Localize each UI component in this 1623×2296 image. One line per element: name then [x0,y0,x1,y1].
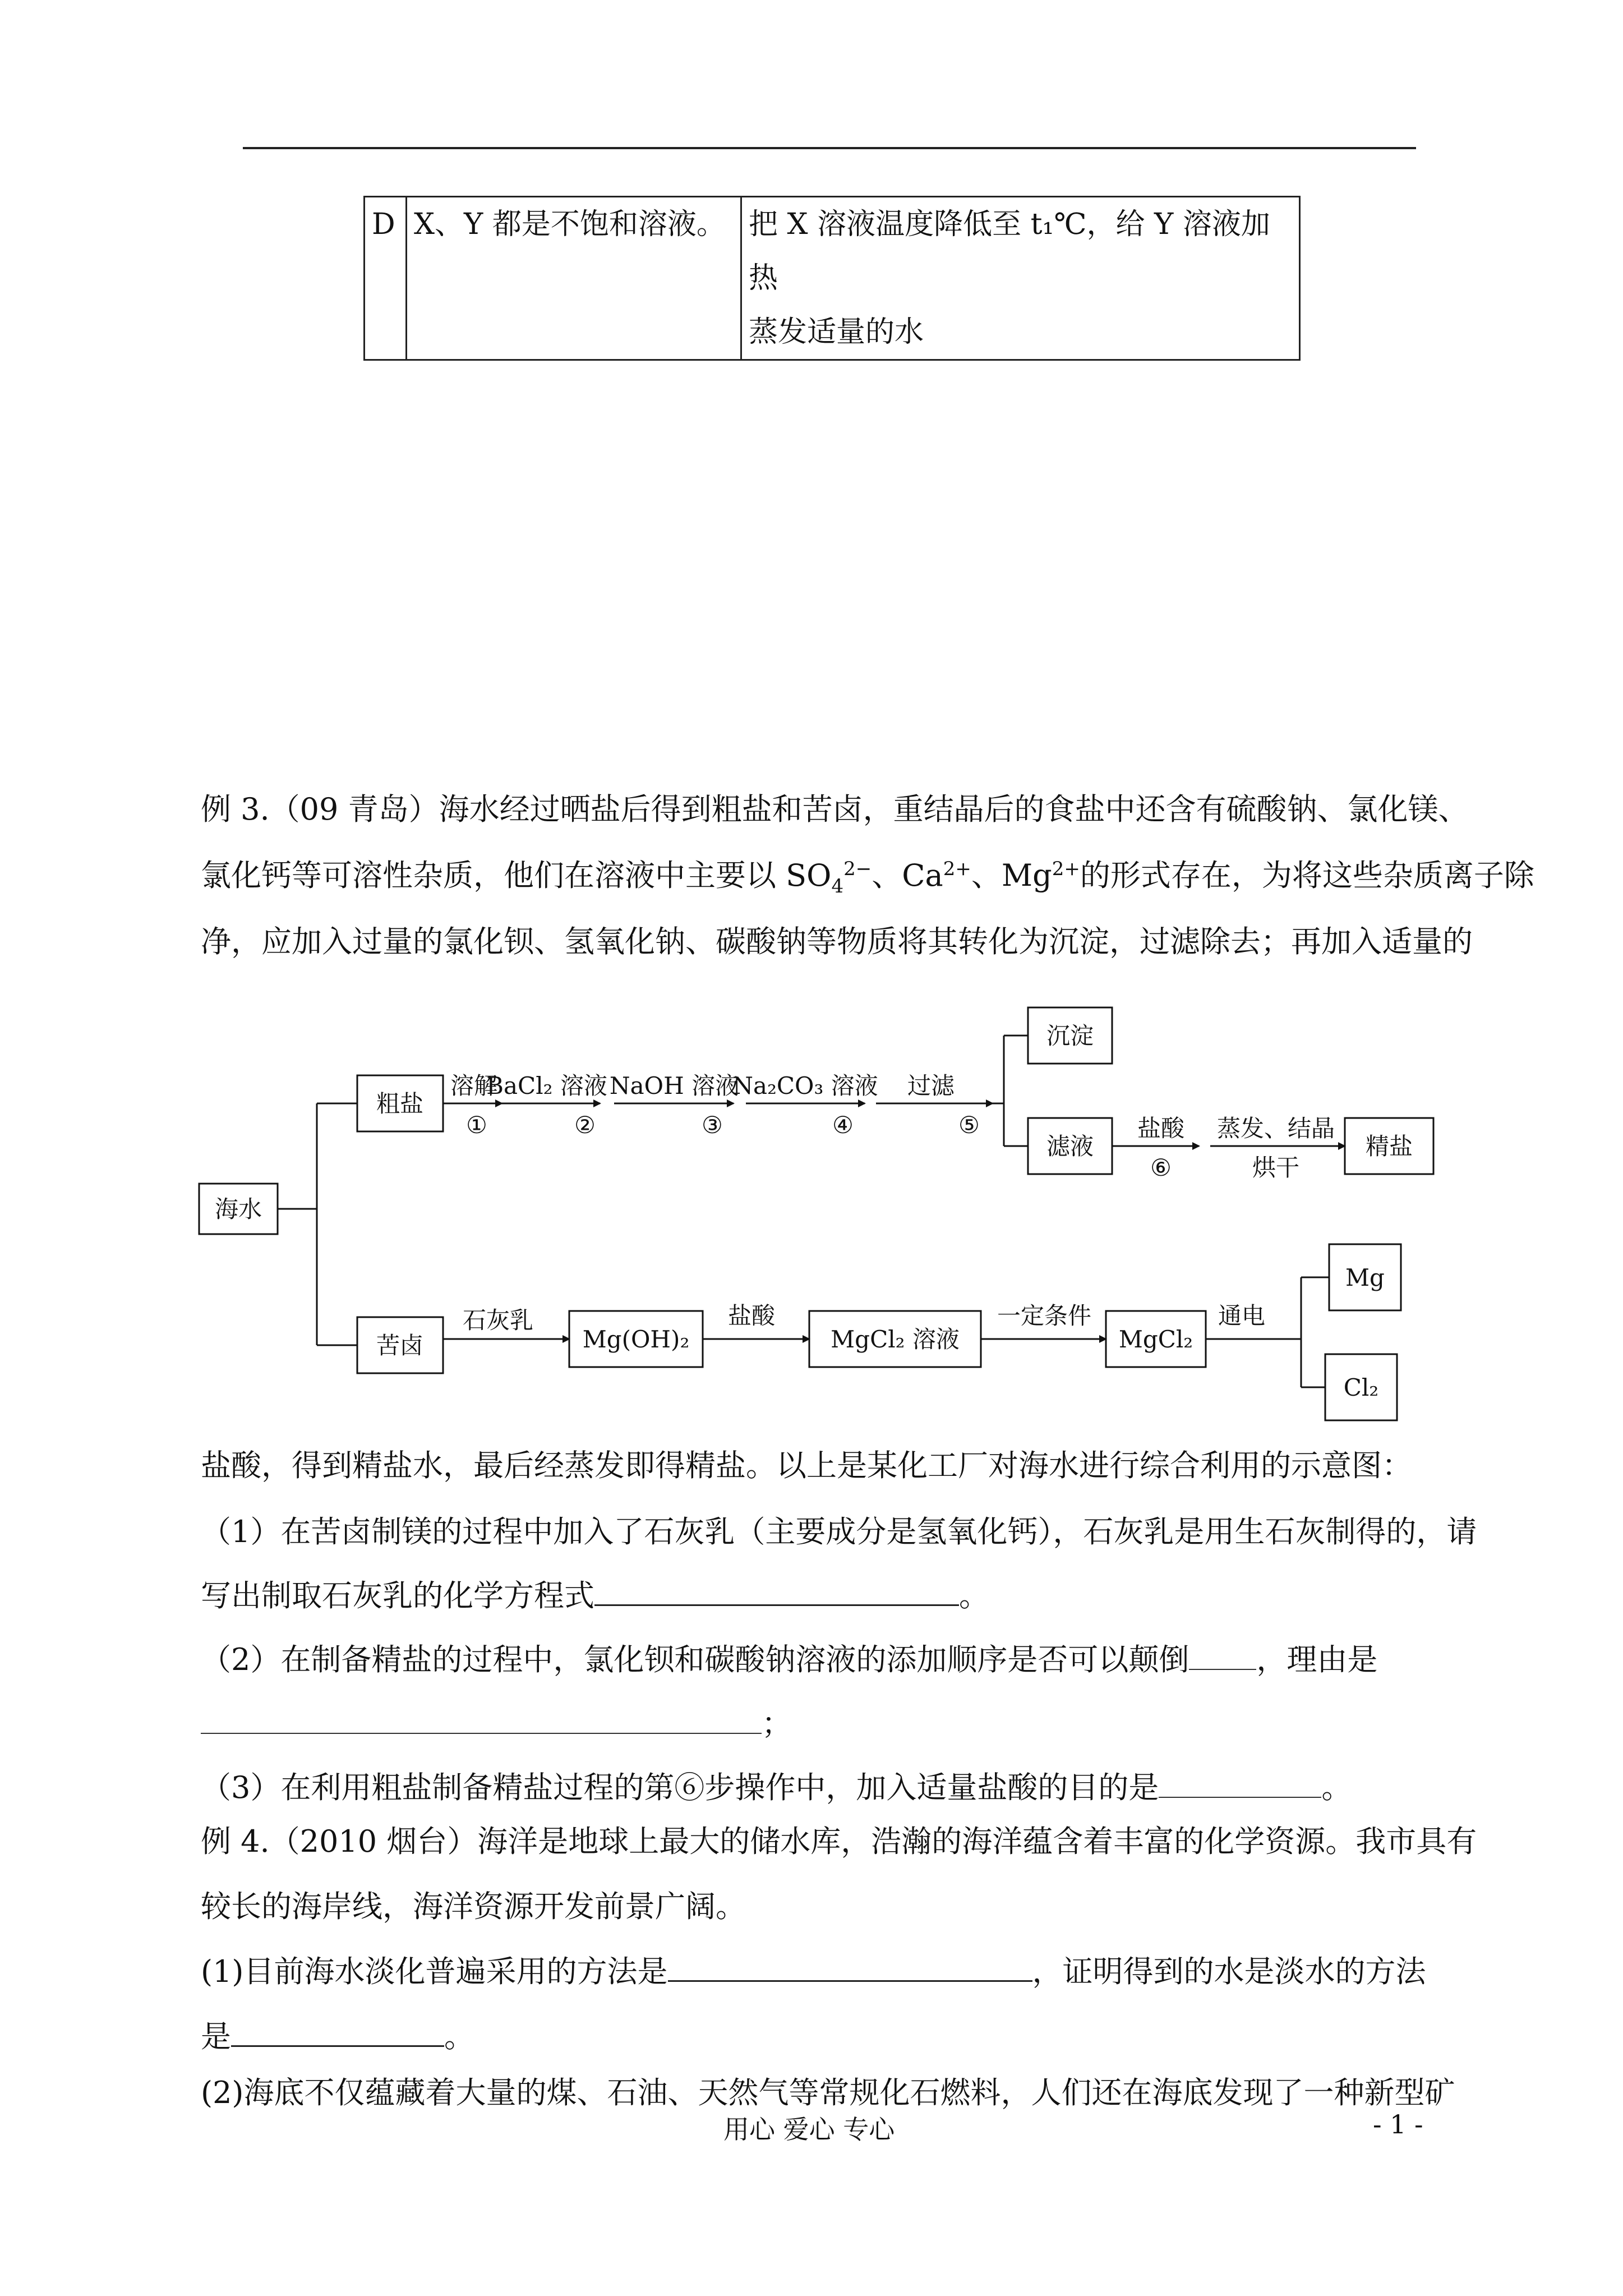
question2-line2: ； [201,1700,792,1743]
label-hcl: 盐酸 [1137,1115,1185,1142]
question1-line1: （1）在苦卤制镁的过程中加入了石灰乳（主要成分是氢氧化钙），石灰乳是用生石灰制得的，请 [201,1514,1477,1549]
label-precipitate: 沉淀 [1046,1022,1094,1050]
example4-question1: (1)目前海水淡化普遍采用的方法是 ，证明得到的水是淡水的方法 [201,1948,1426,1991]
table-cell-method [741,197,1300,360]
label-mgoh2: Mg(OH)₂ [582,1326,690,1353]
footer-motto: 用心 爱心 专心 [723,2114,895,2145]
label-mgcl2: MgCl₂ [1118,1326,1193,1353]
page-number: - 1 - [1373,2109,1423,2139]
seawater-process-diagram [191,999,1447,1425]
answer-blank-desalination[interactable] [668,1950,1032,1982]
label-lime-milk: 石灰乳 [462,1306,534,1334]
label-na2co3: Na₂CO₃ 溶液 [732,1072,878,1099]
example3-line3: 净，应加入过量的氯化钡、氢氧化钠、碳酸钠等物质将其转化为沉淀，过滤除去；再加入适量的 [201,924,1473,959]
answer-blank-proof[interactable] [231,2015,444,2047]
label-electrify: 通电 [1218,1302,1266,1329]
label-step-5: ⑤ [958,1111,980,1139]
label-seawater: 海水 [214,1195,262,1223]
label-bittern: 苦卤 [376,1332,424,1359]
answer-blank-purpose[interactable] [1159,1766,1321,1798]
label-step-2: ② [574,1111,596,1139]
label-step-6: ⑥ [1150,1154,1172,1181]
question3-line: （3）在利用粗盐制备精盐过程的第⑥步操作中，加入适量盐酸的目的是 。 [201,1764,1352,1807]
label-mg: Mg [1345,1264,1385,1291]
example3-line4: 盐酸，得到精盐水，最后经蒸发即得精盐。以上是某化工厂对海水进行综合利用的示意图： [201,1448,1412,1483]
label-mgcl2-solution: MgCl₂ 溶液 [831,1326,960,1353]
label-filter: 过滤 [907,1072,955,1099]
method-line-2: 蒸发适量的水 [749,315,924,349]
example4-line2: 较长的海岸线，海洋资源开发前景广阔。 [201,1889,746,1924]
header-rule [243,147,1416,149]
example4-question1-line2: 是 。 [201,2013,474,2056]
label-step-3: ③ [702,1111,723,1139]
example4-question2: (2)海底不仅蕴藏着大量的煤、石油、天然气等常规化石燃料，人们还在海底发现了一种新型矿 [201,2075,1455,2110]
label-cl2: Cl₂ [1343,1374,1379,1401]
label-hcl-2: 盐酸 [727,1302,776,1329]
method-line-1: 把 X 溶液温度降低至 t₁℃，给 Y 溶液加热 [749,208,1270,295]
label-dry: 烘干 [1252,1154,1300,1181]
label-bacl2: BaCl₂ 溶液 [486,1072,607,1099]
label-refined-salt: 精盐 [1365,1133,1413,1160]
answer-blank-order[interactable] [1189,1639,1256,1670]
label-step-4: ④ [832,1111,854,1139]
answer-blank-reason[interactable] [201,1703,762,1734]
table-row [365,197,1300,360]
example3-line1: 例 3.（09 青岛）海水经过晒盐后得到粗盐和苦卤，重结晶后的食盐中还含有硫酸钠、氯化镁、 [201,792,1469,827]
label-crude-salt: 粗盐 [376,1090,424,1117]
question1-line2: 写出制取石灰乳的化学方程式 。 [201,1572,989,1615]
example4-line1: 例 4.（2010 烟台）海洋是地球上最大的储水库，浩瀚的海洋蕴含着丰富的化学资源。我市具有 [201,1824,1477,1859]
example3-line2: 氯化钙等可溶性杂质，他们在溶液中主要以 $SO_4^{2-}$、$Ca^{2+}$、$Mg^{2+}$的形式存在，为将这些杂质离子除 [201,858,1534,898]
table-cell-state: X、Y 都是不饱和溶液。 [407,197,741,360]
table-cell-option: D [365,197,407,360]
question2-line1: （2）在制备精盐的过程中，氯化钡和碳酸钠溶液的添加顺序是否可以颠倒 ，理由是 [201,1636,1377,1679]
label-evaporate: 蒸发、结晶 [1216,1115,1335,1142]
answer-blank-equation[interactable] [594,1574,959,1606]
label-condition: 一定条件 [997,1302,1092,1329]
answer-table [363,196,1301,361]
label-step-1: ① [466,1111,487,1139]
label-naoh: NaOH 溶液 [609,1072,739,1099]
label-dissolve: 溶解 [450,1072,498,1099]
label-filtrate: 滤液 [1046,1133,1094,1160]
